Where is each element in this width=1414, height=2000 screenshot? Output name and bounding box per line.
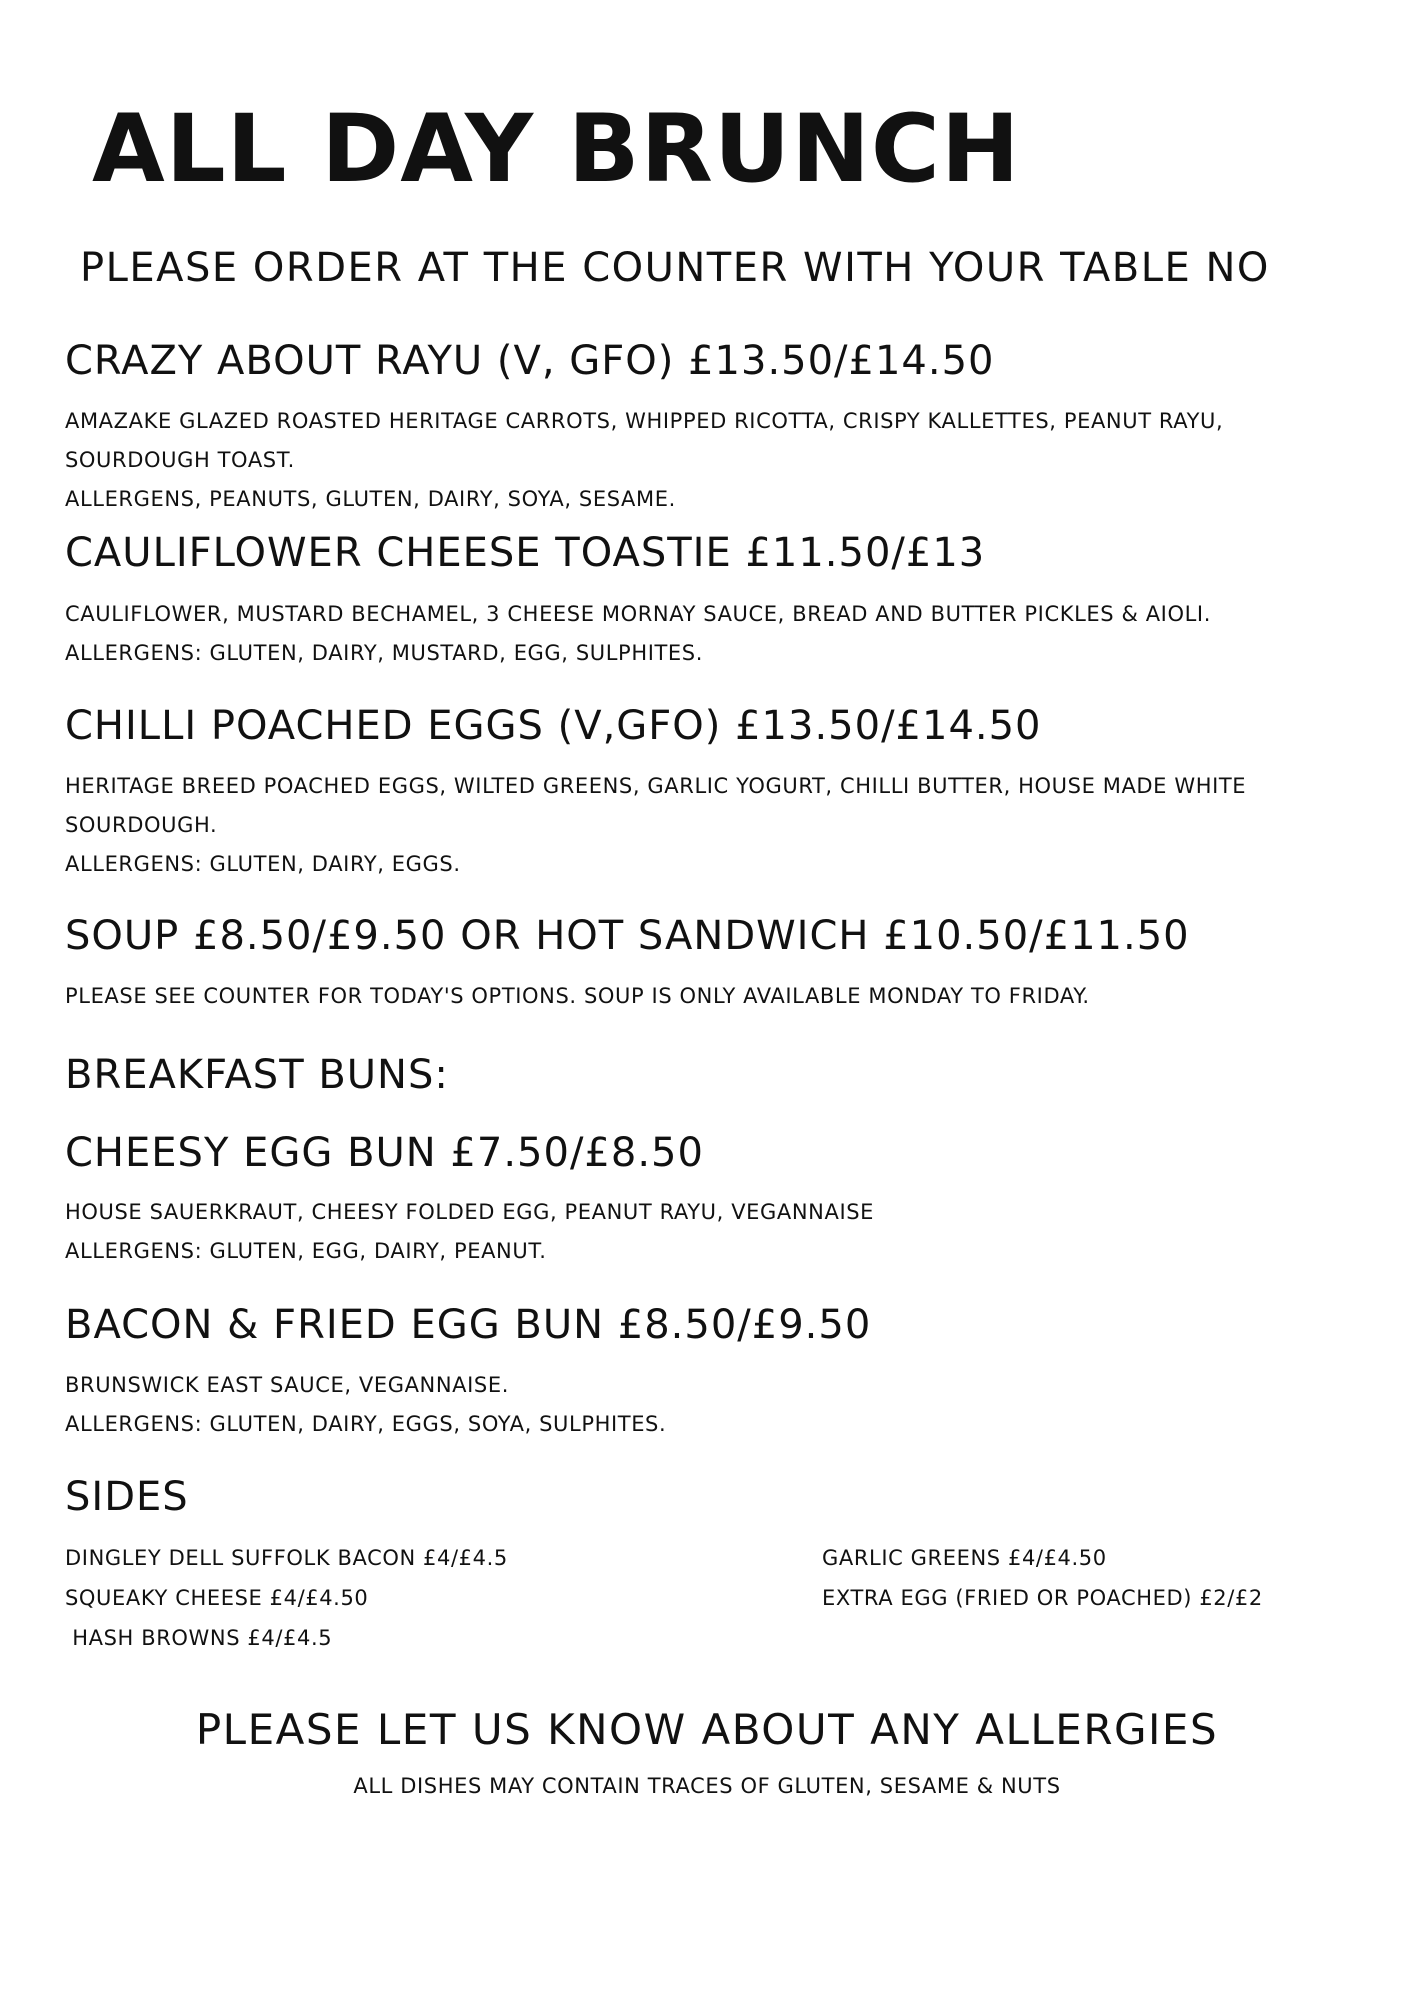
allergens-line: ALLERGENS, PEANUTS, GLUTEN, DAIRY, SOYA, SESAME.: [65, 487, 676, 511]
allergens-line: ALLERGENS: GLUTEN, DAIRY, EGGS, SOYA, SULPHITES.: [65, 1412, 667, 1436]
side-item: DINGLEY DELL SUFFOLK BACON £4/£4.5: [65, 1546, 508, 1570]
item-description-cheesy-egg-bun: [65, 1193, 874, 1271]
description-line: SOURDOUGH.: [65, 813, 218, 837]
item-heading-chilli-poached-eggs: CHILLI POACHED EGGS (V,GFO) £13.50/£14.50: [65, 703, 1042, 749]
side-item: SQUEAKY CHEESE £4/£4.50: [65, 1586, 369, 1610]
side-item: GARLIC GREENS £4/£4.50: [822, 1546, 1107, 1570]
description-line: PLEASE SEE COUNTER FOR TODAY'S OPTIONS. SOUP IS ONLY AVAILABLE MONDAY TO FRIDAY.: [65, 984, 1090, 1008]
sides-list-right: [822, 1538, 1263, 1618]
item-heading-soup-sandwich: SOUP £8.50/£9.50 OR HOT SANDWICH £10.50/£11.50: [65, 913, 1190, 959]
item-description-chilli-poached-eggs: [65, 767, 1246, 884]
description-line: BRUNSWICK EAST SAUCE, VEGANNAISE.: [65, 1373, 510, 1397]
item-heading-crazy-about-rayu: CRAZY ABOUT RAYU (V, GFO) £13.50/£14.50: [65, 338, 995, 384]
allergy-notice-note: ALL DISHES MAY CONTAIN TRACES OF GLUTEN, SESAME & NUTS: [353, 1774, 1061, 1798]
item-description-crazy-about-rayu: [65, 402, 1223, 519]
side-item: EXTRA EGG (FRIED OR POACHED) £2/£2: [822, 1586, 1263, 1610]
sides-list-left: [65, 1538, 508, 1658]
allergy-notice-heading: PLEASE LET US KNOW ABOUT ANY ALLERGIES: [195, 1705, 1219, 1754]
description-line: HERITAGE BREED POACHED EGGS, WILTED GREENS, GARLIC YOGURT, CHILLI BUTTER, HOUSE MADE WHITE: [65, 774, 1247, 798]
order-instruction: PLEASE ORDER AT THE COUNTER WITH YOUR TABLE NO: [80, 245, 1270, 291]
item-description-cauliflower-toastie: [65, 595, 1211, 673]
section-heading-breakfast-buns: BREAKFAST BUNS:: [65, 1052, 449, 1098]
allergens-line: ALLERGENS: GLUTEN, DAIRY, EGGS.: [65, 852, 461, 876]
item-heading-bacon-egg-bun: BACON & FRIED EGG BUN £8.50/£9.50: [65, 1302, 872, 1348]
allergens-line: ALLERGENS: GLUTEN, DAIRY, MUSTARD, EGG, SULPHITES.: [65, 641, 704, 665]
menu-title: ALL DAY BRUNCH: [92, 95, 1021, 204]
side-item: HASH BROWNS £4/£4.5: [65, 1626, 333, 1650]
item-heading-cheesy-egg-bun: CHEESY EGG BUN £7.50/£8.50: [65, 1130, 704, 1176]
description-line: HOUSE SAUERKRAUT, CHEESY FOLDED EGG, PEANUT RAYU, VEGANNAISE: [65, 1200, 875, 1224]
allergens-line: ALLERGENS: GLUTEN, EGG, DAIRY, PEANUT.: [65, 1239, 547, 1263]
section-heading-sides: SIDES: [65, 1474, 189, 1520]
item-heading-cauliflower-toastie: CAULIFLOWER CHEESE TOASTIE £11.50/£13: [65, 530, 986, 576]
description-line: AMAZAKE GLAZED ROASTED HERITAGE CARROTS, WHIPPED RICOTTA, CRISPY KALLETTES, PEANUT RAYU,: [65, 409, 1224, 433]
item-description-soup-sandwich: [65, 977, 1090, 1016]
item-description-bacon-egg-bun: [65, 1366, 666, 1444]
description-line: SOURDOUGH TOAST.: [65, 448, 295, 472]
description-line: CAULIFLOWER, MUSTARD BECHAMEL, 3 CHEESE MORNAY SAUCE, BREAD AND BUTTER PICKLES & AIOLI.: [65, 602, 1211, 626]
